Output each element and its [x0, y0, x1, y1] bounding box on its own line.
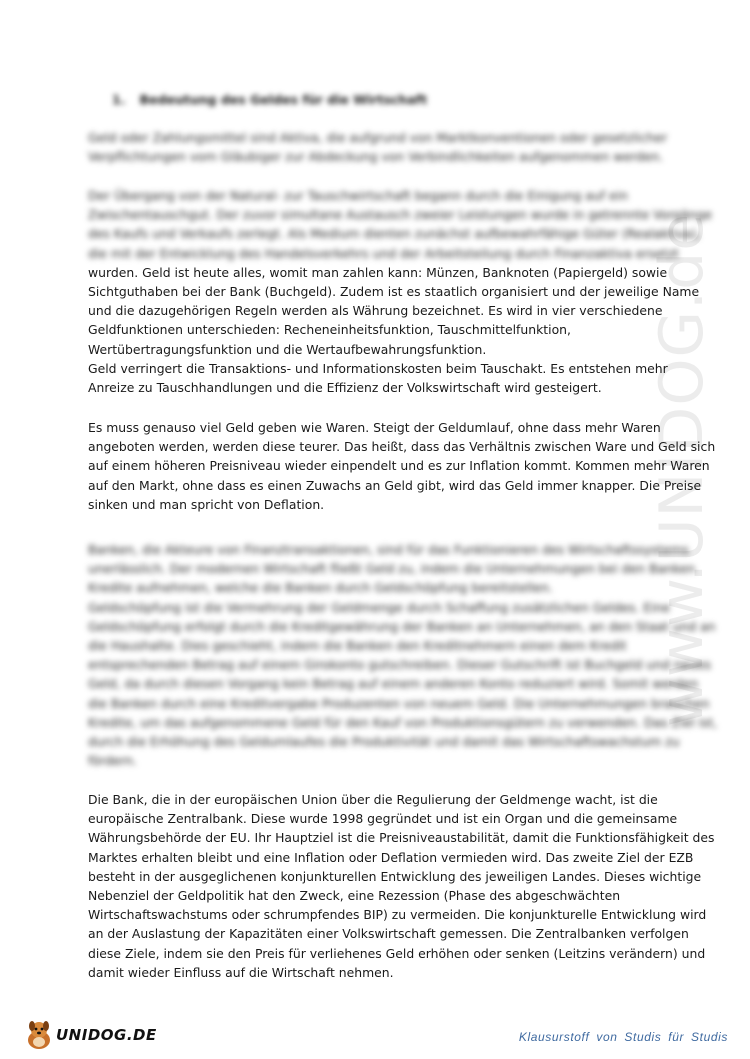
text-line: Marktes erhalten bleibt und eine Inflation oder Deflation vermieden wird. Das zweite Ziel der EZB [88, 849, 694, 865]
logo-text: UNIDOG.DE [56, 1026, 157, 1044]
text-line: wurden. Geld ist heute alles, womit man zahlen kann: Münzen, Banknoten (Papiergeld) sowie [88, 264, 668, 280]
text-line: auf den Markt, ohne dass es einen Zuwachs an Geld gibt, wird das Geld immer knapper. Die Preise [88, 477, 702, 493]
paragraph-2-blurred [88, 186, 712, 263]
paragraph-4 [88, 540, 718, 770]
unidog-logo [22, 1018, 157, 1052]
text-line: Geldschöpfung erfolgt durch die Kreditgewährung der Banken an Unternehmen, an den Staat und an [88, 618, 716, 634]
text-line: und die dazugehörigen Regeln werden als Währung bezeichnet. Es wird in vier verschiedene [88, 303, 663, 319]
text-line: an der Auslastung der Kapazitäten einer Volkswirtschaft gemessen. Die Zentralbanken verfolgen [88, 926, 689, 942]
text-line: die Haushalte. Dies geschieht, indem die Banken den Kreditnehmern einen dem Kredit [88, 638, 627, 654]
paragraph-1 [88, 128, 668, 166]
text-line: die mit der Entwicklung des Handelsverkehrs und der Arbeitsteilung durch Finanzaktiva ersetzt [88, 245, 679, 261]
text-line: Sichtguthaben bei der Bank (Buchgeld). Zudem ist es staatlich organisiert und der jeweilige Name [88, 284, 700, 300]
text-line: Es muss genauso viel Geld geben wie Waren. Steigt der Geldumlauf, ohne dass mehr Waren [88, 420, 661, 435]
paragraph-5 [88, 790, 715, 982]
text-line: Geldschöpfung ist die Vermehrung der Geldmenge durch Schaffung zusätzlichen Geldes. Eine [88, 599, 671, 615]
text-line: damit wieder Einfluss auf die Wirtschaft nehmen. [88, 964, 394, 980]
text-line: Geld oder Zahlungsmittel sind Aktiva, die aufgrund von Marktkonventionen oder gesetzlicher [88, 130, 668, 145]
text-line: Die Bank, die in der europäischen Union über die Regulierung der Geldmenge wacht, ist die [88, 792, 658, 807]
text-line: Banken, die Akteure von Finanztransaktionen, sind für das Funktionieren des Wirtschaftssystems [88, 542, 689, 557]
paragraph-2 [88, 186, 712, 397]
text-line: die Banken durch eine Kreditvergabe Produzenten von neuem Geld. Die Unternehmungen brauchen [88, 695, 710, 711]
section-title: Bedeutung des Geldes für die Wirtschaft [139, 92, 428, 107]
text-line: Geld, da durch diesen Vorgang kein Betrag auf einem anderen Konto reduziert wird. Somit werden [88, 676, 699, 692]
text-line: Kredite, um das aufgenommene Geld für den Kauf von Produktionsgütern zu verwenden. Das Ziel ist, [88, 714, 718, 730]
text-line: Kredite aufnehmen, welche die Banken durch Geldschöpfung bereitstellen. [88, 580, 553, 596]
dog-mascot-icon [22, 1018, 56, 1052]
section-heading [112, 90, 427, 109]
text-line: entsprechenden Betrag auf einem Girokonto gutschreiben. Dieser Gutschrift ist Buchgeld und neues [88, 657, 712, 673]
text-line: unerlässlich. Der modernen Wirtschaft fließt Geld zu, indem die Unternehmungen bei den Banken [88, 561, 696, 577]
text-line: sinken und man spricht von Deflation. [88, 496, 325, 512]
text-line: Wirtschaftswachstums oder schrumpfendes BIP) zu vermeiden. Die konjunkturelle Entwicklung wird [88, 907, 707, 923]
text-line: des Kaufs und Verkaufs zerlegt. Als Medium dienten zunächst aufbewahrfähige Güter (Realaktiva), [88, 226, 701, 242]
text-line: Geld verringert die Transaktions- und Informationskosten beim Tauschakt. Es entstehen mehr [88, 360, 668, 376]
text-line: angeboten werden, werden diese teurer. Das heißt, dass das Verhältnis zwischen Ware und Geld sich [88, 439, 716, 455]
text-line: Nebenziel der Geldpolitik hat den Zweck, eine Rezession (Phase des abgeschwächten [88, 888, 621, 904]
text-line: durch die Erhöhung des Geldumlaufes die Produktivität und damit das Wirtschaftswachstum zu [88, 734, 680, 750]
text-line: auf einem höheren Preisniveau wieder einpendelt und es zur Inflation kommt. Kommen mehr Waren [88, 458, 710, 474]
text-line: diese Ziele, indem sie den Preis für verliehenes Geld erhöhen oder senken (Leitzins verändern) und [88, 945, 706, 961]
section-number: 1. [112, 92, 126, 107]
text-line: besteht in der ausgeglichenen konjunkturellen Entwicklung des jeweiligen Landes. Dieses wichtige [88, 868, 702, 884]
paragraph-3 [88, 418, 716, 514]
text-line: Währungsbehörde der EU. Ihr Hauptziel ist die Preisniveaustabilität, damit die Funktionsfähigkeit des [88, 830, 715, 846]
text-line: fördern. [88, 753, 137, 769]
text-line: Zwischentauschgut. Der zuvor simultane Austausch zweier Leistungen wurde in getrennte Vorgänge [88, 207, 712, 223]
text-line: Wertübertragungsfunktion und die Wertaufbewahrungsfunktion. [88, 341, 487, 357]
footer-tagline: Klausurstoff von Studis für Studis [518, 1030, 728, 1044]
text-line: Anreize zu Tauschhandlungen und die Effizienz der Volkswirtschaft wird gesteigert. [88, 380, 602, 396]
text-line: Der Übergang von der Natural- zur Tauschwirtschaft begann durch die Einigung auf ein [88, 188, 628, 203]
text-line: europäische Zentralbank. Diese wurde 1998 gegründet und ist ein Organ und die gemeinsame [88, 811, 678, 827]
text-line: Geldfunktionen unterschieden: Recheneinheitsfunktion, Tauschmittelfunktion, [88, 322, 571, 338]
watermark-text: www.UNIDOG.de [647, 212, 717, 728]
text-line: Verpflichtungen vom Gläubiger zur Abdeckung von Verbindlichkeiten aufgenommen werden. [88, 149, 664, 165]
